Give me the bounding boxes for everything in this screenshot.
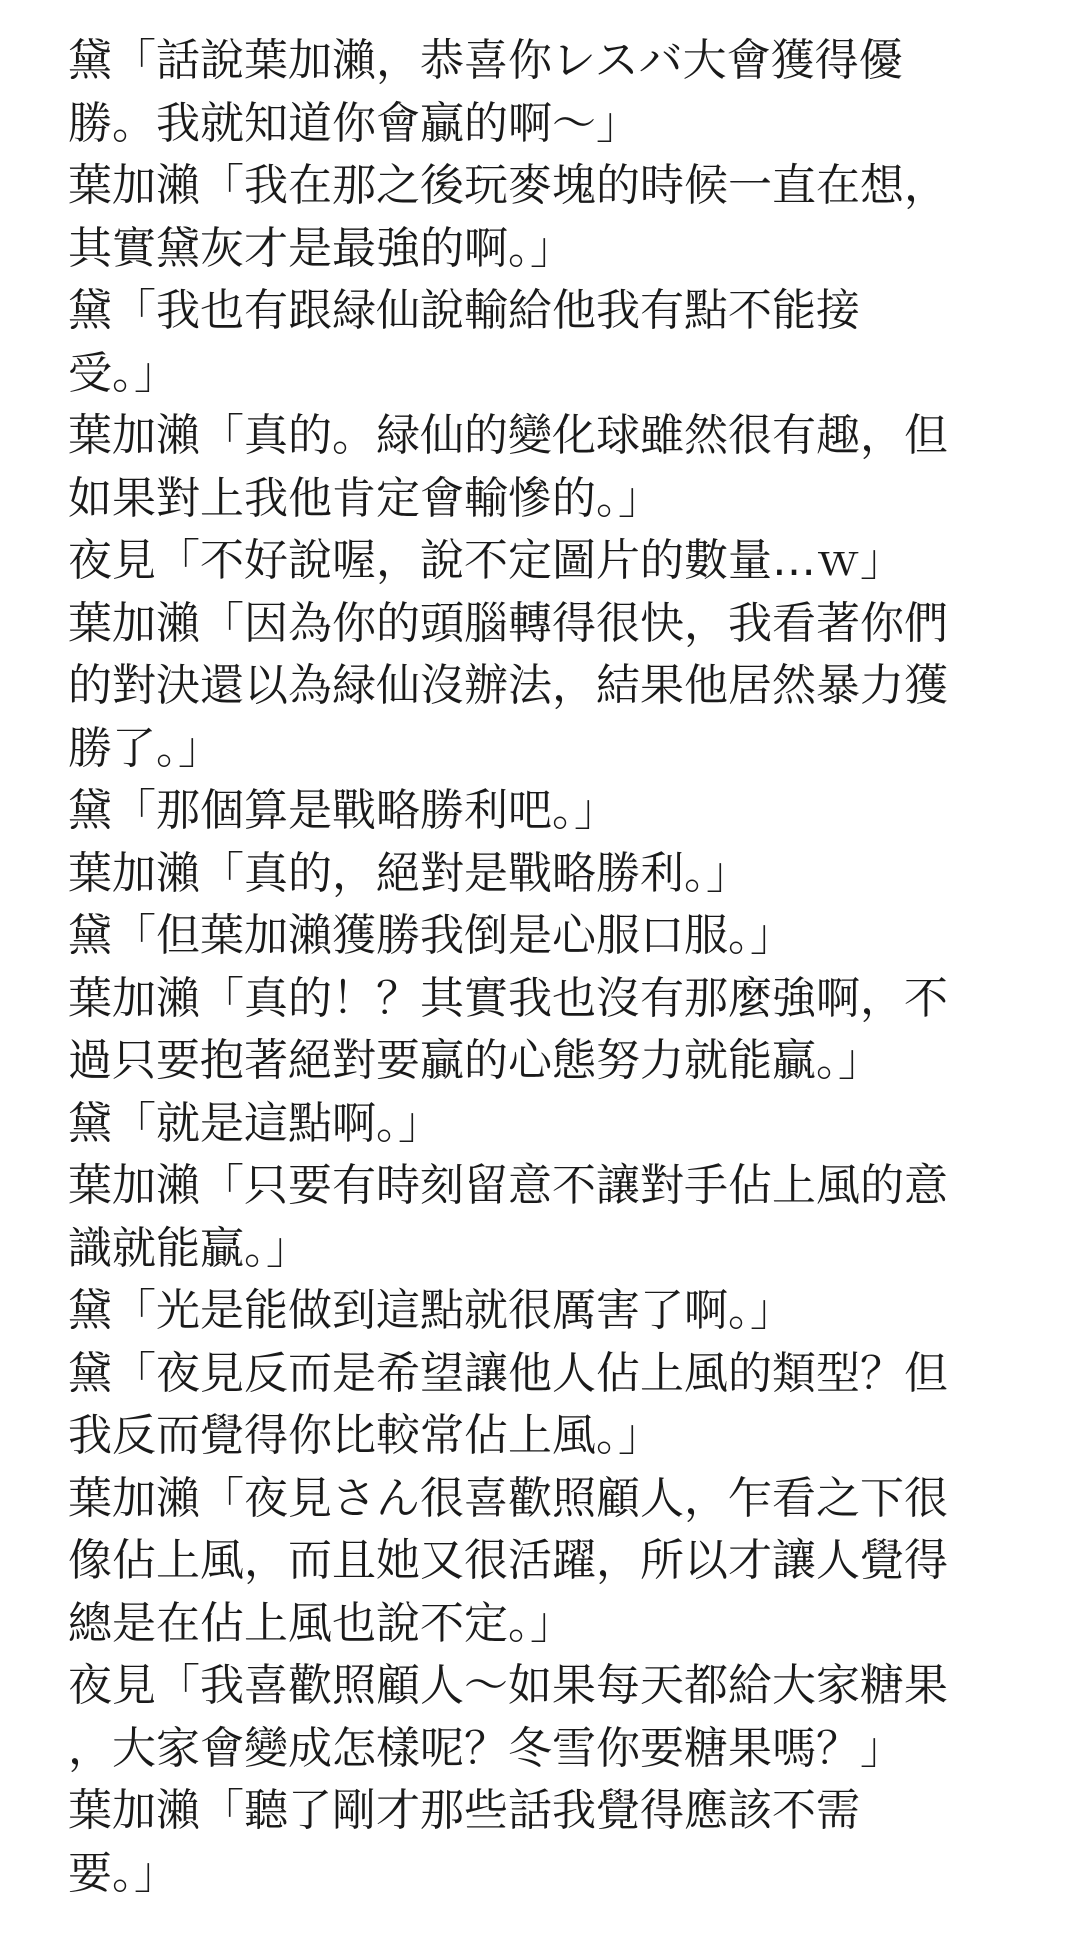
text-line: 要。」 bbox=[68, 1847, 178, 1899]
text-line: 夜見「不好說喔，說不定圖片的數量…ｗ」 bbox=[68, 535, 904, 586]
transcript-text bbox=[68, 30, 1018, 1905]
text-line: 黛「就是這點啊。」 bbox=[68, 1097, 442, 1149]
text-line: ，大家會變成怎樣呢？冬雪你要糖果嗎？」 bbox=[68, 1722, 904, 1774]
text-line: 勝。我就知道你會贏的啊～」 bbox=[68, 97, 640, 149]
text-line: 葉加瀨「夜見さん很喜歡照顧人，乍看之下很 bbox=[68, 1472, 948, 1524]
text-line: 葉加瀨「我在那之後玩麥塊的時候一直在想， bbox=[68, 160, 948, 211]
text-line: 其實黛灰才是最強的啊。」 bbox=[68, 222, 574, 274]
text-line: 葉加瀨「真的！？其實我也沒有那麼強啊，不 bbox=[68, 972, 948, 1024]
text-line: 葉加瀨「因為你的頭腦轉得很快，我看著你們 bbox=[68, 597, 948, 649]
text-line: 黛「那個算是戰略勝利吧。」 bbox=[68, 785, 618, 836]
text-line: 識就能贏。」 bbox=[68, 1222, 310, 1274]
text-line: 黛「我也有跟緑仙說輸給他我有點不能接 bbox=[68, 285, 860, 336]
text-line: 的對決還以為緑仙沒辦法，結果他居然暴力獲 bbox=[68, 660, 948, 711]
text-line: 葉加瀨「真的。緑仙的變化球雖然很有趣，但 bbox=[68, 410, 948, 461]
text-line: 黛「話說葉加瀨，恭喜你レスバ大會獲得優 bbox=[68, 35, 903, 86]
text-line: 葉加瀨「真的，絕對是戰略勝利。」 bbox=[68, 847, 750, 899]
text-line: 像佔上風，而且她又很活躍，所以才讓人覺得 bbox=[68, 1535, 948, 1586]
text-line: 黛「夜見反而是希望讓他人佔上風的類型？但 bbox=[68, 1347, 948, 1399]
text-line: 勝了。」 bbox=[68, 722, 222, 774]
text-line: 過只要抱著絕對要贏的心態努力就能贏。」 bbox=[68, 1035, 882, 1086]
text-line: 夜見「我喜歡照顧人～如果每天都給大家糖果 bbox=[68, 1660, 948, 1711]
text-line: 我反而覺得你比較常佔上風。」 bbox=[68, 1410, 662, 1461]
text-line: 黛「光是能做到這點就很厲害了啊。」 bbox=[68, 1285, 794, 1336]
text-line: 如果對上我他肯定會輸慘的。」 bbox=[68, 472, 662, 524]
text-line: 受。」 bbox=[68, 347, 178, 399]
text-line: 總是在佔上風也說不定。」 bbox=[68, 1597, 574, 1649]
text-line: 黛「但葉加瀨獲勝我倒是心服口服。」 bbox=[68, 910, 794, 961]
text-line: 葉加瀨「只要有時刻留意不讓對手佔上風的意 bbox=[68, 1160, 948, 1211]
text-line: 葉加瀨「聽了剛才那些話我覺得應該不需 bbox=[68, 1785, 860, 1836]
